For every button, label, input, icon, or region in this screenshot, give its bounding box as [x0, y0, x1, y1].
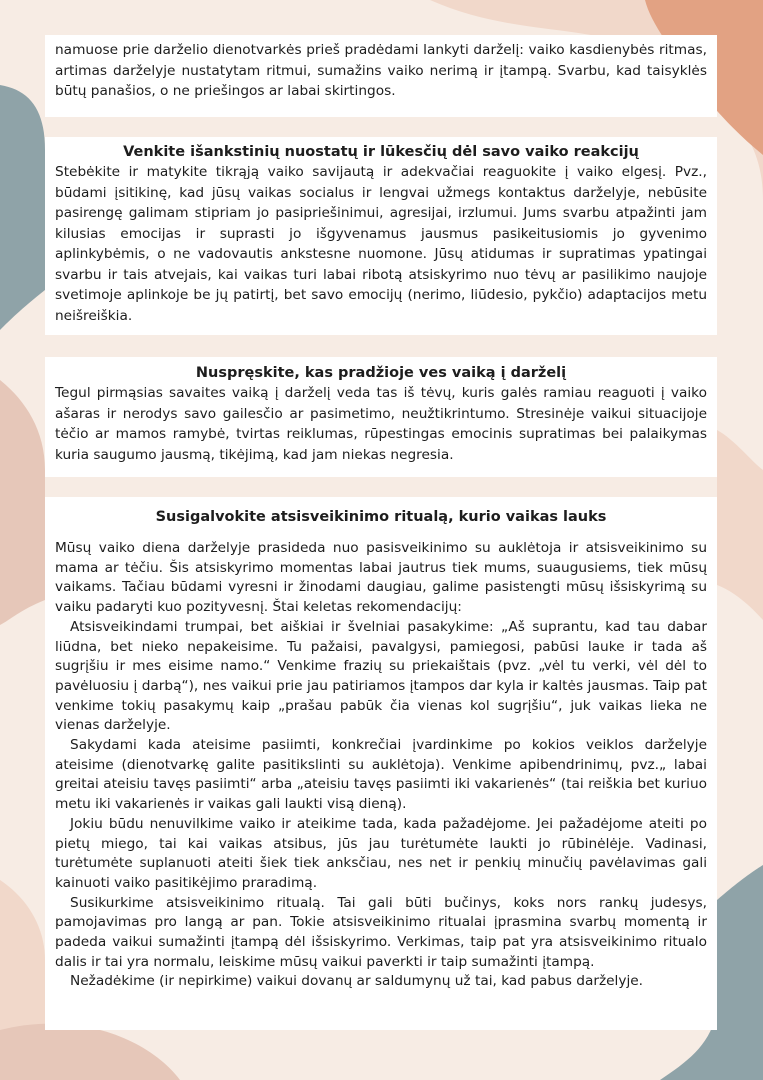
rose-blob-bottom [0, 1024, 180, 1080]
farewell-paragraph: Sakydami kada ateisime pasiimti, konkrečiai įvardinkime po kokios veiklos darželyje ateisime (dienotvarkę galite pasitikslinti su auklėtoja). Venkime apibendrinimų, pvz.„ labai greitai ateisiu tavęs pasiimti“ arba „ateisiu tavęs pasiimti iki vakarienės“ (tai reiškia bet kuriuo metu iki vakarienės ir vaikas gali laukti visą dieną). [55, 737, 707, 813]
farewell-paragraph: Nežadėkime (ir nepirkime) vaikui dovanų ar saldumynų už tai, kad pabus darželyje. [70, 973, 644, 990]
expectations-text: Stebėkite ir matykite tikrąją vaiko savijautą ir adekvačiai reaguokite į vaiko elgesį. Pvz., būdami įsitikinę, kad jūsų vaikas socialus ir lengvai užmegs kontaktus darželyje, nebūsite pasirengę galimam stipriam jo pasipriešinimui, agresijai, irzlumui. Jums svarbu atpažinti jam kilusias emocijas ir suprasti jo išgyvenamus jausmus pasikeitusiomis jo gyvenimo aplinkybėmis, o ne vadovautis ankstesne nuomone. Jūsų atidumas ir supratimas ypatingai svarbu ir tais atvejais, kai vaikas turi labai ribotą atsiskyrimo nuo tėvų ar pasilikimo naujoje svetimoje aplinkoje be jų patirtį, bet savo emocijų (nerimo, liūdesio, pykčio) adaptacijos metu neišreiškia. [55, 164, 707, 324]
farewell-paragraph: Jokiu būdu nenuvilkime vaiko ir ateikime tada, kada pažadėjome. Jei pažadėjome ateiti po pietų miego, tai kai vaikas atsibus, jūs jau turėtumėte laukti jo rūbinėlėje. Vadinasi, turėtumėte suplanuoti ateiti šiek tiek anksčiau, nes net ir penkių minučių pavėlavimas gali kainuoti vaiko pasitikėjimo praradimą. [55, 815, 707, 891]
farewell-ritual-card [45, 497, 717, 1030]
farewell-ritual-heading: Susigalvokite atsisveikinimo ritualą, kurio vaikas lauks [155, 509, 607, 525]
who-brings-card [45, 357, 717, 477]
peach-blob-right [717, 430, 763, 620]
who-brings-heading: Nuspręskite, kas pradžioje ves vaiką į darželį [195, 365, 567, 381]
intro-text: namuose prie darželio dienotvarkės prieš pradėdami lankyti darželį: vaiko kasdienybės ritmas, artimas darželyje nustatytam ritmui, sumažins vaiko nerimą ir įtampą. Svarbu, kad taisyklės būtų panašios, o ne priešingos ar labai skirtingos. [55, 42, 707, 99]
intro-card [45, 35, 717, 117]
expectations-heading: Venkite išankstinių nuostatų ir lūkesčių dėl savo vaiko reakcijų [123, 144, 639, 160]
blue-blob-left [0, 85, 45, 330]
farewell-paragraph: Susikurkime atsisveikinimo ritualą. Tai gali būti bučinys, koks nors rankų judesys, pamojavimas pro langą ar pan. Tokie atsisveikinimo ritualai įprasmina svarbų momentą ir padeda vaikui sumažinti įtampą dėl išsiskyrimo. Verkimas, taip pat yra atsisveikinimo ritualo dalis ir tai yra normalu, leiskime mūsų vaikui paverkti ir taip sumažinti įtampą. [55, 894, 707, 970]
expectations-card [45, 137, 717, 335]
farewell-paragraph: Mūsų vaiko diena darželyje prasideda nuo pasisveikinimo su auklėtoja ir atsisveikinimo su mama ar tėčiu. Šis atsiskyrimo momentas labai jautrus tiek mums, suaugusiems, tiek mūsų vaikams. Tačiau būdami vyresni ir žinodami daugiau, galime pasistengti mūsų išsiskyrimą su vaiku padaryti kuo pozityvesnį. Štai keletas rekomendacijų: [55, 540, 707, 616]
rose-blob-left [0, 380, 45, 625]
who-brings-text: Tegul pirmąsias savaites vaiką į darželį veda tas iš tėvų, kuris galės ramiau reaguoti į vaiko ašaras ir nerodys savo gailesčio ar pasimetimo, neužtikrintumo. Stresinėje vaikui situacijoje tėčio ar mamos ramybė, tvirtas reiklumas, rūpestingas emocinis supratimas bei palaikymas kuria saugumo jausmą, tikėjimą, kad jam niekas negresia. [55, 385, 707, 463]
farewell-paragraph: Atsisveikindami trumpai, bet aiškiai ir švelniai pasakykime: „Aš suprantu, kad tau dabar liūdna, bet nieko nepakeisime. Tu pažaisi, pavalgysi, pamiegosi, pabūsi lauke ir tada aš sugrįšiu ir mes eisime namo.“ Venkime frazių su priekaištais (pvz. „vėl tu verki, vėl dėl to pavėluosiu į darbą“), nes vaikui prie jau patiriamos įtampos dar kyla ir kaltės jausmas. Taip pat venkime tokių pasakymų kaip „prašau pabūk čia vienas kol sugrįšiu“, juk vaikas lieka ne vienas darželyje. [55, 618, 707, 734]
